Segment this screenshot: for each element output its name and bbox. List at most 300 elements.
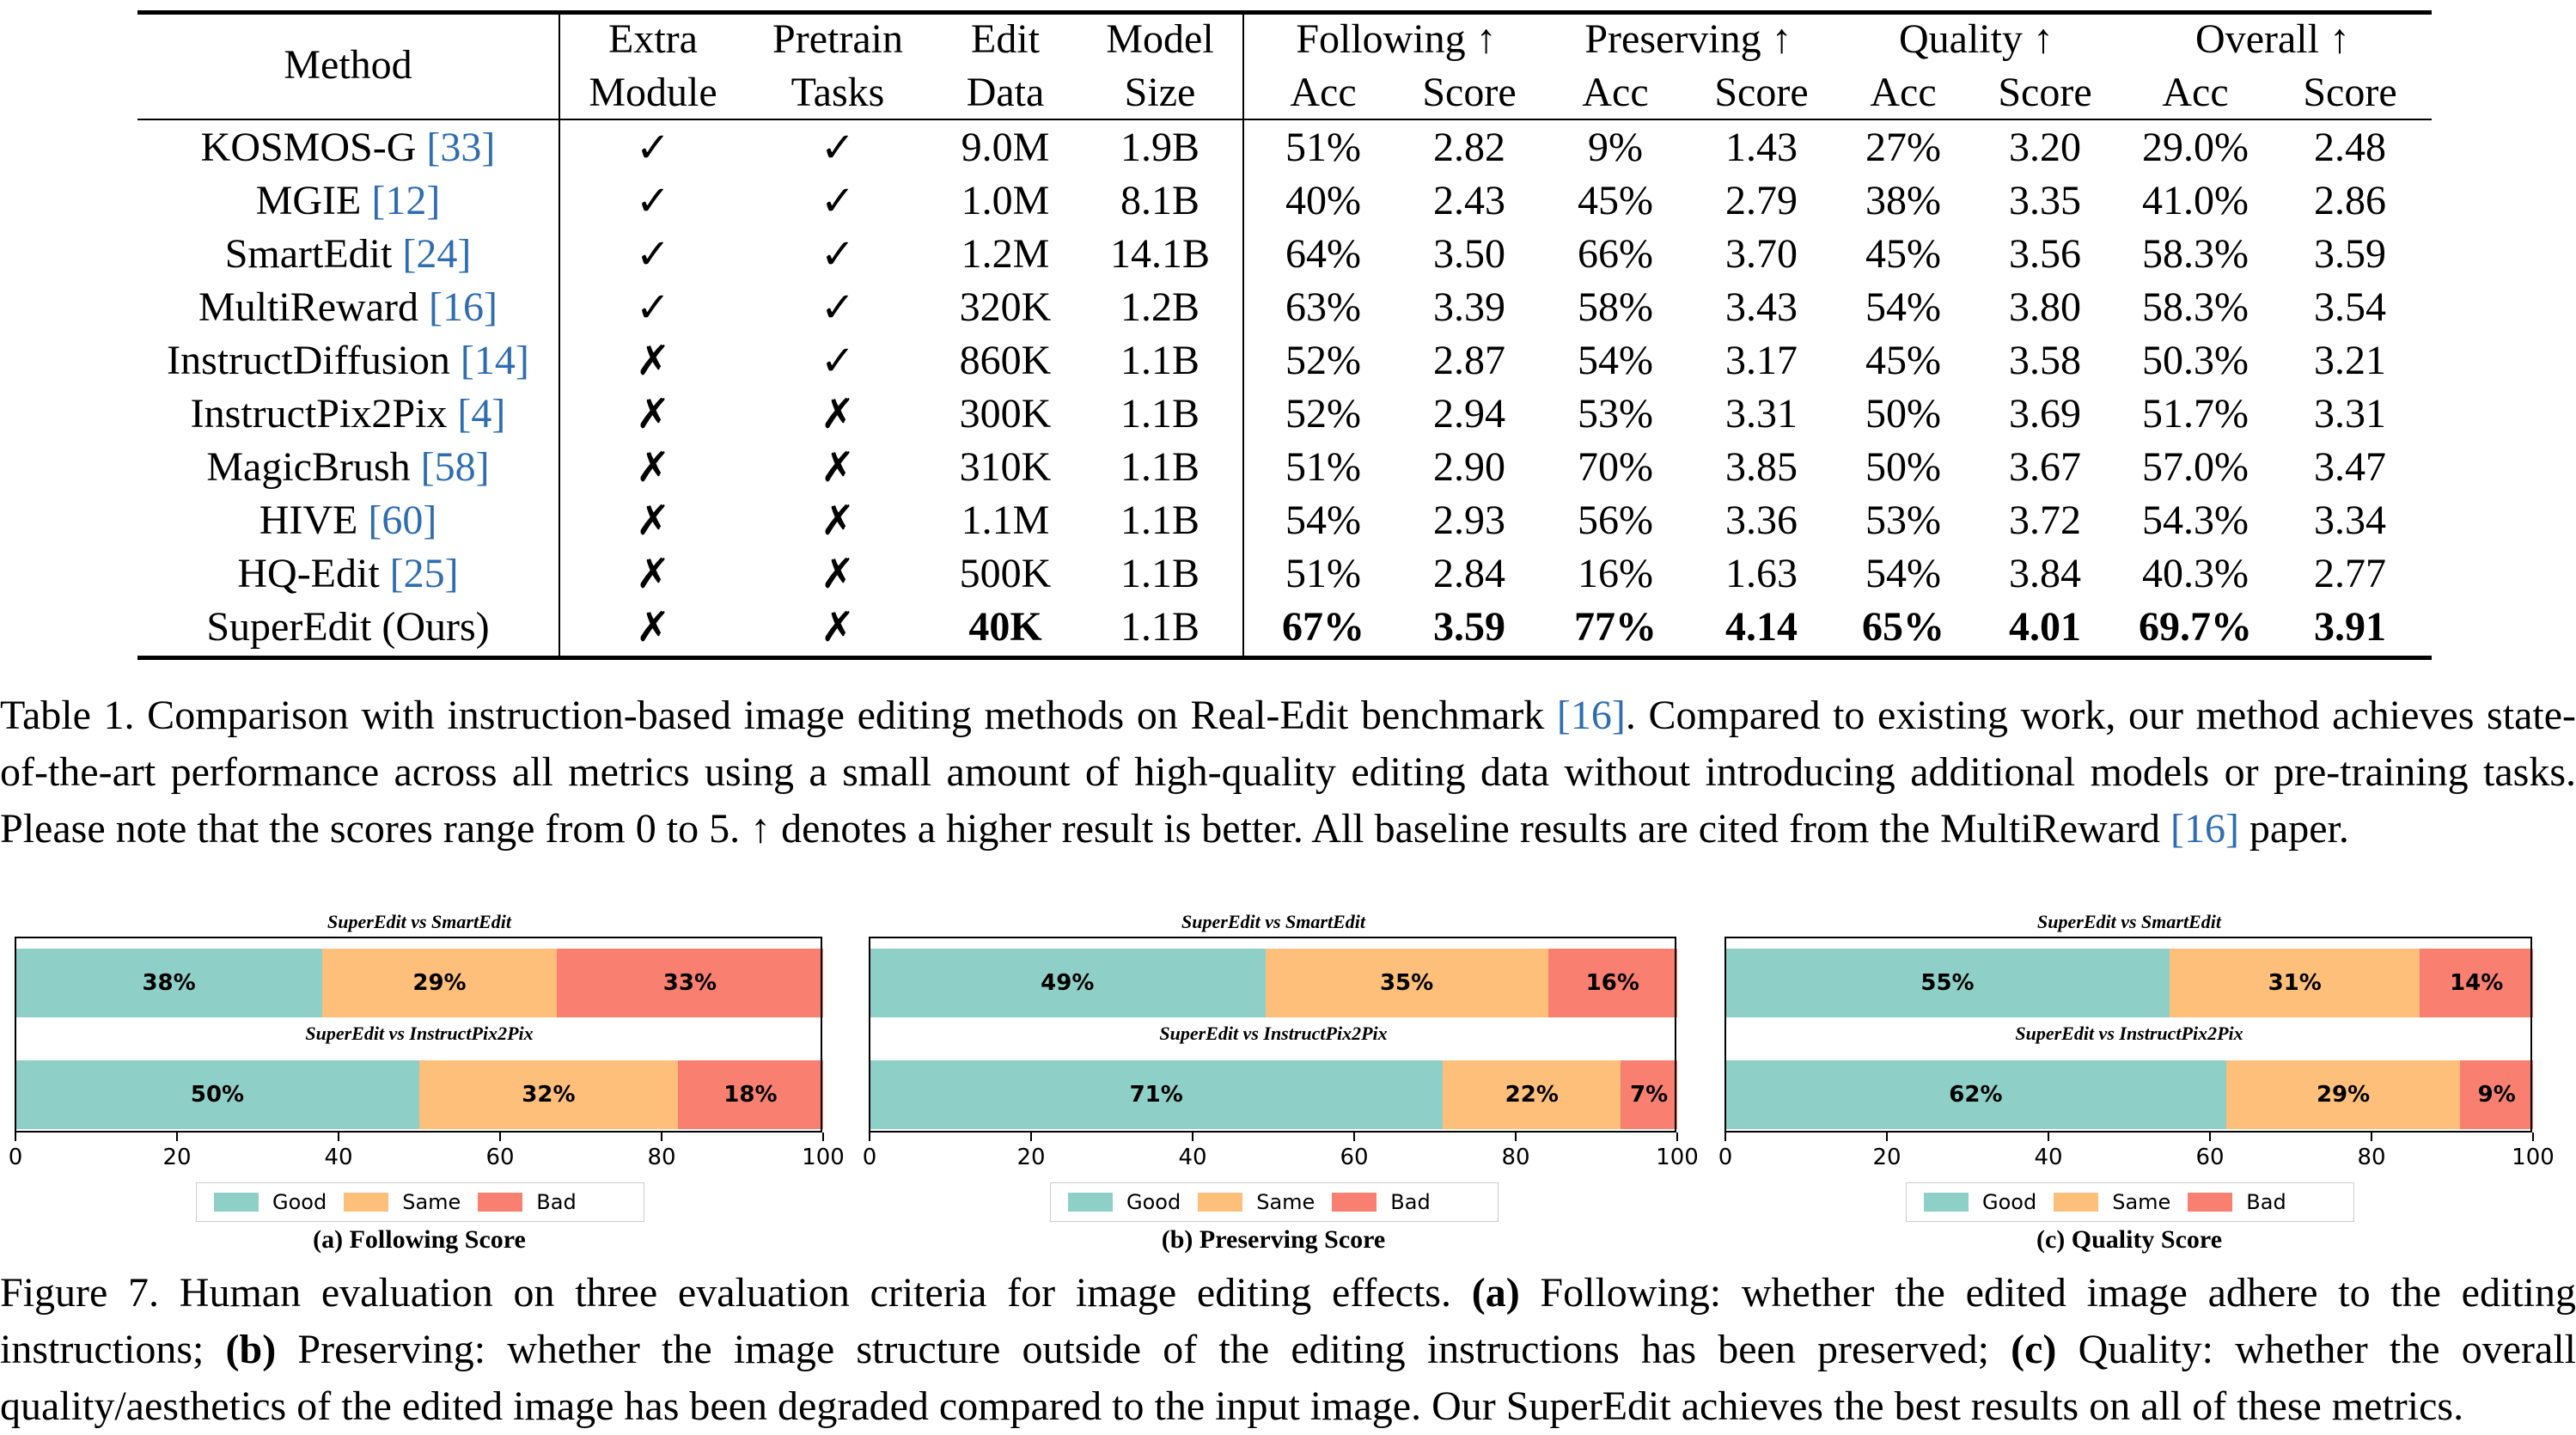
- edit-data-cell: 40K: [968, 604, 1042, 650]
- legend-swatch-good: [214, 1193, 259, 1212]
- metric-cell: 27%: [1865, 125, 1941, 170]
- method-citation[interactable]: [4]: [457, 391, 506, 437]
- bar-segment-good: [870, 1060, 1443, 1129]
- legend-label: Good: [1126, 1190, 1181, 1214]
- metric-cell: 51%: [1285, 125, 1361, 170]
- metric-cell: 67%: [1282, 604, 1364, 650]
- sub-header-5: Score: [1998, 70, 2092, 115]
- extra-module-mark: ✗: [635, 497, 671, 545]
- legend-label: Bad: [536, 1190, 577, 1214]
- method-cell: [137, 442, 559, 493]
- metric-cell: 54%: [1865, 284, 1941, 330]
- legend-swatch-same: [2054, 1193, 2098, 1212]
- x-tick-label: 20: [162, 1145, 192, 1170]
- header-model-size-2: Size: [1124, 70, 1196, 115]
- metric-cell: 9%: [1588, 125, 1643, 170]
- metric-cell: 3.31: [2314, 391, 2386, 437]
- panel-caption: (c) Quality Score: [2036, 1225, 2223, 1254]
- header-pretrain-1: Pretrain: [772, 16, 903, 62]
- bar-value-label: 55%: [1920, 970, 1975, 996]
- method-citation[interactable]: [12]: [371, 178, 441, 223]
- metrics-separator: [1242, 10, 1244, 660]
- sub-header-7: Score: [2303, 70, 2397, 115]
- edit-data-cell: 300K: [959, 391, 1052, 437]
- comparison-title: SuperEdit vs SmartEdit: [1181, 911, 1365, 932]
- x-tick: [2048, 1133, 2049, 1141]
- metric-cell: 50.3%: [2142, 338, 2249, 383]
- legend-swatch-same: [344, 1193, 388, 1212]
- x-tick: [822, 1133, 824, 1141]
- pretrain-mark: ✓: [820, 230, 856, 278]
- stacked-bar: [870, 1060, 1677, 1129]
- metric-cell: 2.84: [1433, 551, 1505, 596]
- x-tick-label: 80: [647, 1145, 676, 1170]
- stacked-bar: [1725, 949, 2533, 1017]
- pretrain-mark: ✓: [820, 337, 856, 385]
- table-bottom-rule: [137, 656, 2432, 660]
- header-model-size-1: Model: [1106, 16, 1214, 62]
- metric-cell: 40.3%: [2142, 551, 2249, 596]
- x-tick-label: 20: [1872, 1145, 1901, 1170]
- bar-segment-same: [1266, 949, 1548, 1017]
- method-citation[interactable]: [25]: [389, 551, 459, 596]
- chart-legend: [1050, 1182, 1499, 1222]
- model-size-cell: 1.1B: [1120, 444, 1199, 490]
- metric-cell: 3.91: [2314, 604, 2386, 650]
- header-group-overall: Overall ↑: [2195, 16, 2350, 62]
- panel-caption: (a) Following Score: [313, 1225, 526, 1254]
- metric-cell: 70%: [1578, 444, 1653, 490]
- legend-label: Bad: [2246, 1190, 2286, 1214]
- bar-value-label: 16%: [1585, 970, 1639, 996]
- metric-cell: 3.31: [1725, 391, 1798, 437]
- metric-cell: 40%: [1285, 178, 1361, 223]
- figure-caption-a-text: Following: whether the edited image adhere to the editing instructions;: [0, 1270, 2576, 1372]
- legend-swatch-bad: [478, 1193, 522, 1212]
- model-size-cell: 1.1B: [1120, 498, 1199, 543]
- metric-cell: 3.72: [2009, 498, 2081, 543]
- metric-cell: 41.0%: [2142, 178, 2249, 223]
- x-tick-label: 80: [2357, 1145, 2386, 1170]
- sub-header-1: Score: [1422, 70, 1517, 115]
- metric-cell: 51%: [1285, 551, 1361, 596]
- metric-cell: 45%: [1865, 231, 1941, 277]
- metric-cell: 54%: [1578, 338, 1653, 383]
- metric-cell: 52%: [1285, 391, 1361, 437]
- header-group-following: Following ↑: [1296, 16, 1497, 62]
- legend-label: Good: [1982, 1190, 2037, 1214]
- stacked-bar: [870, 949, 1677, 1017]
- bar-segment-same: [2226, 1060, 2461, 1129]
- metric-cell: 45%: [1578, 178, 1653, 223]
- x-tick-label: 20: [1016, 1145, 1046, 1170]
- metric-cell: 2.43: [1433, 178, 1505, 223]
- method-cell: [137, 548, 559, 600]
- method-name: MultiReward: [198, 284, 429, 330]
- method-name: InstructDiffusion: [167, 338, 461, 383]
- chart-legend: [196, 1182, 644, 1222]
- metric-cell: 3.34: [2314, 498, 2386, 543]
- method-name: SuperEdit (Ours): [206, 604, 490, 650]
- legend-swatch-bad: [1332, 1193, 1377, 1212]
- metric-cell: 45%: [1865, 338, 1941, 383]
- method-citation[interactable]: [60]: [368, 498, 437, 543]
- header-extra-module-2: Module: [589, 70, 717, 115]
- bar-segment-good: [1725, 949, 2170, 1017]
- pretrain-mark: ✓: [820, 177, 856, 225]
- bar-value-label: 33%: [662, 970, 717, 996]
- extra-module-mark: ✓: [635, 284, 671, 332]
- bar-value-label: 38%: [142, 970, 196, 996]
- bar-segment-good: [1725, 1060, 2226, 1129]
- bar-value-label: 50%: [190, 1082, 245, 1108]
- metric-cell: 3.59: [2314, 231, 2386, 277]
- model-size-cell: 1.9B: [1120, 125, 1199, 170]
- method-name: KOSMOS-G: [200, 125, 427, 170]
- metric-cell: 77%: [1574, 604, 1657, 650]
- table-caption-ref1[interactable]: [16]: [1556, 693, 1626, 738]
- figure-caption-c: (c): [2011, 1327, 2057, 1372]
- human-eval-panel-1: [862, 902, 1699, 1263]
- figure-caption: [0, 1265, 2576, 1435]
- x-tick-label: 40: [324, 1145, 353, 1170]
- metric-cell: 65%: [1862, 604, 1944, 650]
- method-cell: [137, 601, 559, 653]
- comparison-title: SuperEdit vs InstructPix2Pix: [1159, 1023, 1388, 1044]
- metric-cell: 50%: [1865, 391, 1941, 437]
- metric-cell: 69.7%: [2139, 604, 2252, 650]
- metric-cell: 3.39: [1433, 284, 1505, 330]
- table-caption-ref2[interactable]: [16]: [2170, 806, 2239, 852]
- method-citation[interactable]: [33]: [426, 125, 496, 170]
- method-cell: [137, 335, 559, 387]
- metric-cell: 2.93: [1433, 498, 1505, 543]
- metric-cell: 3.69: [2009, 391, 2081, 437]
- x-tick-label: 0: [1718, 1145, 1733, 1170]
- bar-segment-bad: [1621, 1060, 1677, 1129]
- x-tick-label: 0: [862, 1145, 877, 1170]
- metric-cell: 51.7%: [2142, 391, 2249, 437]
- extra-module-mark: ✗: [635, 337, 671, 385]
- sub-header-4: Acc: [1870, 70, 1937, 115]
- metric-cell: 63%: [1285, 284, 1361, 330]
- method-cell: [137, 282, 559, 333]
- header-edit-data-2: Data: [966, 70, 1045, 115]
- pretrain-mark: ✗: [820, 550, 856, 598]
- metric-cell: 3.50: [1433, 231, 1505, 277]
- method-citation[interactable]: [14]: [460, 338, 529, 383]
- metric-cell: 3.84: [2009, 551, 2081, 596]
- x-tick: [1353, 1133, 1355, 1141]
- legend-swatch-good: [1924, 1193, 1969, 1212]
- bar-value-label: 31%: [2268, 970, 2322, 996]
- figure-7: [0, 902, 2576, 1263]
- bar-segment-good: [15, 949, 322, 1017]
- metric-cell: 3.35: [2009, 178, 2081, 223]
- metric-cell: 29.0%: [2142, 125, 2249, 170]
- figure-caption-c-text: Quality: whether the overall quality/aesthetics of the edited image has been degraded compared to the input image. Our SuperEdit achieves the best results on all of these metrics.: [0, 1327, 2576, 1429]
- x-tick: [1886, 1133, 1888, 1141]
- pretrain-mark: ✓: [820, 284, 856, 332]
- method-citation[interactable]: [24]: [402, 231, 472, 277]
- metric-cell: 3.36: [1725, 498, 1798, 543]
- sub-header-6: Acc: [2162, 70, 2229, 115]
- bar-segment-same: [1443, 1060, 1621, 1129]
- metric-cell: 66%: [1578, 231, 1653, 277]
- x-tick-label: 60: [2195, 1145, 2225, 1170]
- method-citation[interactable]: [16]: [429, 284, 497, 330]
- figure-caption-a: (a): [1471, 1270, 1520, 1316]
- bar-value-label: 35%: [1379, 970, 1434, 996]
- bar-value-label: 7%: [1630, 1082, 1669, 1108]
- header-edit-data-1: Edit: [971, 16, 1040, 62]
- metric-cell: 58.3%: [2142, 231, 2249, 277]
- legend-label: Same: [402, 1190, 461, 1214]
- edit-data-cell: 500K: [959, 551, 1052, 596]
- x-tick: [1724, 1133, 1726, 1141]
- extra-module-mark: ✗: [635, 603, 671, 651]
- metric-cell: 54%: [1285, 498, 1361, 543]
- x-tick: [2371, 1133, 2372, 1141]
- metric-cell: 16%: [1578, 551, 1653, 596]
- method-separator: [559, 10, 560, 660]
- header-bottom-rule: [137, 119, 2432, 120]
- metric-cell: 2.87: [1433, 338, 1505, 383]
- bar-value-label: 29%: [2316, 1082, 2371, 1108]
- model-size-cell: 1.1B: [1120, 551, 1199, 596]
- metric-cell: 58%: [1578, 284, 1653, 330]
- model-size-cell: 1.1B: [1120, 604, 1199, 650]
- bar-segment-bad: [557, 949, 823, 1017]
- panel-caption: (b) Preserving Score: [1161, 1225, 1386, 1254]
- table-caption-middle: . Compared to existing work, our method achieves state-of-the-art performance across all metrics using a small amount of high-quality editing data without introducing additional models or pre-training tasks. Please note that the scores range from 0 to 5. ↑ denotes a higher result is better. All baseline results are cited from the MultiReward: [0, 693, 2576, 852]
- header-pretrain-2: Tasks: [791, 70, 885, 115]
- method-name: MagicBrush: [206, 444, 421, 490]
- x-tick-label: 60: [485, 1145, 515, 1170]
- metric-cell: 53%: [1865, 498, 1941, 543]
- x-tick: [661, 1133, 662, 1141]
- bar-segment-same: [419, 1060, 678, 1129]
- metric-cell: 3.54: [2314, 284, 2386, 330]
- metric-cell: 54%: [1865, 551, 1941, 596]
- extra-module-mark: ✗: [635, 443, 671, 492]
- metric-cell: 58.3%: [2142, 284, 2249, 330]
- bar-segment-bad: [2420, 949, 2533, 1017]
- metric-cell: 3.17: [1725, 338, 1798, 383]
- metric-cell: 2.86: [2314, 178, 2386, 223]
- x-tick-label: 0: [8, 1145, 23, 1170]
- model-size-cell: 14.1B: [1109, 231, 1210, 277]
- bar-segment-same: [2170, 949, 2420, 1017]
- bar-value-label: 32%: [522, 1082, 576, 1108]
- x-tick: [1676, 1133, 1678, 1141]
- x-tick: [869, 1133, 870, 1141]
- metric-cell: 2.48: [2314, 125, 2386, 170]
- edit-data-cell: 1.2M: [961, 231, 1050, 277]
- x-tick-label: 40: [1178, 1145, 1207, 1170]
- comparison-title: SuperEdit vs InstructPix2Pix: [2015, 1023, 2243, 1044]
- x-tick: [176, 1133, 178, 1141]
- model-size-cell: 1.1B: [1120, 391, 1199, 437]
- metric-cell: 57.0%: [2142, 444, 2249, 490]
- method-name: MGIE: [255, 178, 372, 223]
- metric-cell: 4.14: [1725, 604, 1798, 650]
- edit-data-cell: 9.0M: [961, 125, 1050, 170]
- legend-label: Same: [2112, 1190, 2171, 1214]
- bar-value-label: 9%: [2477, 1082, 2516, 1108]
- header-method: Method: [284, 42, 412, 88]
- x-tick: [499, 1133, 501, 1141]
- bar-value-label: 14%: [2450, 970, 2504, 996]
- legend-label: Bad: [1390, 1190, 1431, 1214]
- x-tick: [15, 1133, 16, 1141]
- metric-cell: 3.85: [1725, 444, 1798, 490]
- table-caption-suffix: paper.: [2238, 806, 2349, 852]
- x-tick-label: 100: [2512, 1145, 2555, 1170]
- x-tick: [1192, 1133, 1193, 1141]
- bar-value-label: 62%: [1949, 1082, 2003, 1108]
- metric-cell: 3.58: [2009, 338, 2081, 383]
- comparison-title: SuperEdit vs InstructPix2Pix: [305, 1023, 534, 1044]
- legend-swatch-good: [1068, 1193, 1113, 1212]
- bar-segment-bad: [678, 1060, 823, 1129]
- extra-module-mark: ✓: [635, 177, 671, 225]
- bar-value-label: 18%: [723, 1082, 778, 1108]
- metric-cell: 3.21: [2314, 338, 2386, 383]
- x-tick: [1515, 1133, 1517, 1141]
- extra-module-mark: ✓: [635, 124, 671, 172]
- method-cell: [137, 175, 559, 227]
- method-name: SmartEdit: [224, 231, 403, 277]
- metric-cell: 56%: [1578, 498, 1653, 543]
- comparison-title: SuperEdit vs SmartEdit: [2037, 911, 2221, 932]
- x-tick: [338, 1133, 339, 1141]
- metric-cell: 3.56: [2009, 231, 2081, 277]
- metric-cell: 2.94: [1433, 391, 1505, 437]
- legend-label: Good: [272, 1190, 327, 1214]
- x-tick-label: 40: [2034, 1145, 2063, 1170]
- method-name: HQ-Edit: [237, 551, 390, 596]
- figure-caption-lead: Figure 7. Human evaluation on three evaluation criteria for image editing effects.: [0, 1270, 1472, 1316]
- metric-cell: 50%: [1865, 444, 1941, 490]
- metric-cell: 3.20: [2009, 125, 2081, 170]
- metric-cell: 4.01: [2009, 604, 2081, 650]
- figure-caption-b-text: Preserving: whether the image structure outside of the editing instructions has been preserved;: [276, 1327, 2011, 1372]
- metric-cell: 3.70: [1725, 231, 1798, 277]
- method-cell: [137, 229, 559, 280]
- bar-segment-good: [15, 1060, 419, 1129]
- results-table: [0, 0, 2576, 670]
- metric-cell: 2.82: [1433, 125, 1505, 170]
- chart-legend: [1906, 1182, 2354, 1222]
- pretrain-mark: ✗: [820, 390, 856, 438]
- model-size-cell: 8.1B: [1120, 178, 1199, 223]
- comparison-title: SuperEdit vs SmartEdit: [327, 911, 511, 932]
- bar-segment-good: [870, 949, 1266, 1017]
- method-citation[interactable]: [58]: [420, 444, 490, 490]
- header-extra-module-1: Extra: [608, 16, 698, 62]
- metric-cell: 3.80: [2009, 284, 2081, 330]
- metric-cell: 53%: [1578, 391, 1653, 437]
- metric-cell: 3.47: [2314, 444, 2386, 490]
- metric-cell: 51%: [1285, 444, 1361, 490]
- bar-value-label: 29%: [412, 970, 467, 996]
- edit-data-cell: 860K: [959, 338, 1052, 383]
- bar-value-label: 22%: [1505, 1082, 1559, 1108]
- method-cell: [137, 388, 559, 440]
- metric-cell: 64%: [1285, 231, 1361, 277]
- extra-module-mark: ✗: [635, 550, 671, 598]
- method-name: HIVE: [259, 498, 369, 543]
- stacked-bar: [15, 1060, 823, 1129]
- extra-module-mark: ✗: [635, 390, 671, 438]
- bar-segment-bad: [1548, 949, 1677, 1017]
- x-tick: [2209, 1133, 2211, 1141]
- metric-cell: 3.43: [1725, 284, 1798, 330]
- sub-header-2: Acc: [1582, 70, 1649, 115]
- pretrain-mark: ✓: [820, 124, 856, 172]
- pretrain-mark: ✗: [820, 443, 856, 492]
- metric-cell: 1.43: [1725, 125, 1798, 170]
- bar-segment-same: [322, 949, 557, 1017]
- pretrain-mark: ✗: [820, 603, 856, 651]
- x-tick-label: 100: [802, 1145, 845, 1170]
- sub-header-3: Score: [1714, 70, 1809, 115]
- x-tick: [2532, 1133, 2534, 1141]
- edit-data-cell: 320K: [959, 284, 1052, 330]
- header-group-preserving: Preserving ↑: [1584, 16, 1792, 62]
- stacked-bar: [15, 949, 823, 1017]
- metric-cell: 3.59: [1433, 604, 1505, 650]
- method-cell: [137, 122, 559, 174]
- x-tick: [1030, 1133, 1032, 1141]
- legend-label: Same: [1256, 1190, 1315, 1214]
- stacked-bar: [1725, 1060, 2533, 1129]
- x-tick-label: 80: [1501, 1145, 1530, 1170]
- extra-module-mark: ✓: [635, 230, 671, 278]
- metric-cell: 2.79: [1725, 178, 1798, 223]
- x-tick-label: 100: [1656, 1145, 1699, 1170]
- pretrain-mark: ✗: [820, 497, 856, 545]
- human-eval-panel-2: [1718, 902, 2555, 1263]
- metric-cell: 1.63: [1725, 551, 1798, 596]
- edit-data-cell: 310K: [959, 444, 1052, 490]
- bar-value-label: 71%: [1129, 1082, 1183, 1108]
- figure-caption-b: (b): [225, 1327, 277, 1372]
- table-caption-prefix: Table 1. Comparison with instruction-based image editing methods on Real-Edit benchmark: [0, 693, 1557, 738]
- metric-cell: 3.67: [2009, 444, 2081, 490]
- legend-swatch-same: [1198, 1193, 1242, 1212]
- metric-cell: 38%: [1865, 178, 1941, 223]
- sub-header-0: Acc: [1290, 70, 1357, 115]
- edit-data-cell: 1.0M: [961, 178, 1050, 223]
- header-group-quality: Quality ↑: [1899, 16, 2054, 62]
- model-size-cell: 1.1B: [1120, 338, 1199, 383]
- metric-cell: 2.90: [1433, 444, 1505, 490]
- table-caption: [0, 687, 2576, 858]
- metric-cell: 52%: [1285, 338, 1361, 383]
- edit-data-cell: 1.1M: [961, 498, 1050, 543]
- human-eval-panel-0: [8, 902, 845, 1263]
- bar-segment-bad: [2460, 1060, 2533, 1129]
- bar-value-label: 49%: [1041, 970, 1095, 996]
- x-tick-label: 60: [1340, 1145, 1369, 1170]
- model-size-cell: 1.2B: [1120, 284, 1199, 330]
- method-name: InstructPix2Pix: [190, 391, 458, 437]
- method-cell: [137, 495, 559, 547]
- metric-cell: 54.3%: [2142, 498, 2249, 543]
- metric-cell: 2.77: [2314, 551, 2386, 596]
